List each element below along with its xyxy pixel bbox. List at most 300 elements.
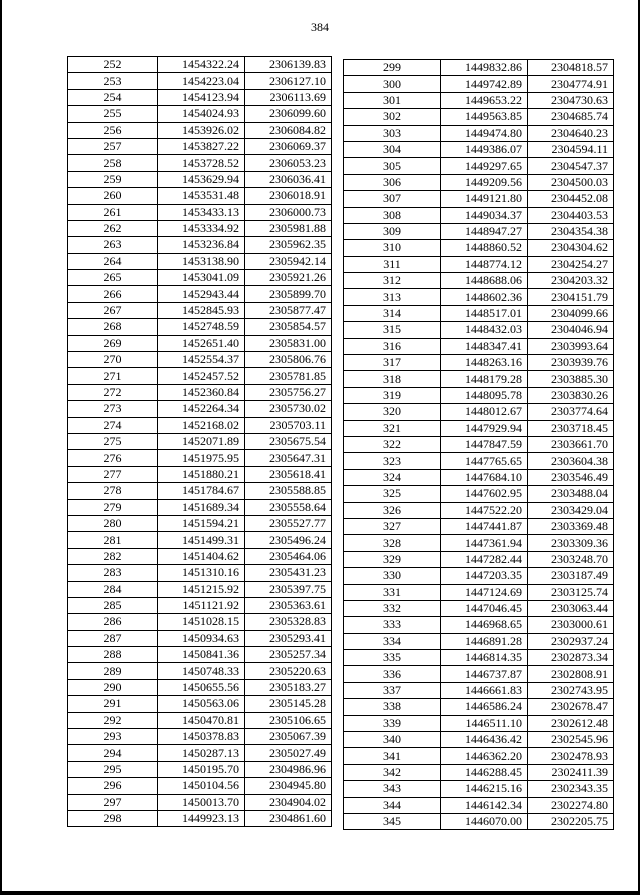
point-number: 308	[344, 207, 441, 223]
x-coordinate: 1453629.94	[158, 171, 245, 187]
point-number: 253	[68, 73, 158, 89]
point-number: 319	[344, 387, 441, 403]
table-row	[344, 453, 614, 469]
x-coordinate: 1454322.24	[158, 57, 245, 73]
point-number: 262	[68, 220, 158, 236]
x-coordinate: 1448095.78	[441, 387, 528, 403]
x-coordinate: 1454024.93	[158, 106, 245, 122]
table-row	[68, 597, 332, 613]
x-coordinate: 1446737.87	[441, 666, 528, 682]
y-coordinate: 2305831.00	[245, 335, 332, 351]
point-number: 307	[344, 191, 441, 207]
x-coordinate: 1448517.01	[441, 305, 528, 321]
y-coordinate: 2305106.65	[245, 712, 332, 728]
y-coordinate: 2305431.23	[245, 565, 332, 581]
table-row	[344, 469, 614, 485]
point-number: 340	[344, 732, 441, 748]
y-coordinate: 2303993.64	[528, 338, 614, 354]
x-coordinate: 1446814.35	[441, 650, 528, 666]
table-row	[344, 617, 614, 633]
table-row	[68, 532, 332, 548]
x-coordinate: 1450287.13	[158, 745, 245, 761]
y-coordinate: 2305363.61	[245, 597, 332, 613]
point-number: 292	[68, 712, 158, 728]
x-coordinate: 1450748.33	[158, 663, 245, 679]
y-coordinate: 2305145.28	[245, 696, 332, 712]
x-coordinate: 1449034.37	[441, 207, 528, 223]
table-row	[344, 60, 614, 76]
point-number: 331	[344, 584, 441, 600]
x-coordinate: 1448263.16	[441, 355, 528, 371]
table-row	[344, 682, 614, 698]
point-number: 324	[344, 469, 441, 485]
x-coordinate: 1449297.65	[441, 158, 528, 174]
table-row	[68, 794, 332, 810]
y-coordinate: 2304685.74	[528, 109, 614, 125]
point-number: 268	[68, 319, 158, 335]
point-number: 271	[68, 368, 158, 384]
y-coordinate: 2304403.53	[528, 207, 614, 223]
y-coordinate: 2303248.70	[528, 551, 614, 567]
point-number: 309	[344, 223, 441, 239]
y-coordinate: 2302343.35	[528, 781, 614, 797]
y-coordinate: 2306069.37	[245, 138, 332, 154]
point-number: 306	[344, 174, 441, 190]
point-number: 326	[344, 502, 441, 518]
y-coordinate: 2305618.41	[245, 466, 332, 482]
table-row	[344, 699, 614, 715]
point-number: 345	[344, 813, 441, 829]
y-coordinate: 2302937.24	[528, 633, 614, 649]
point-number: 254	[68, 89, 158, 105]
table-row	[68, 253, 332, 269]
y-coordinate: 2303125.74	[528, 584, 614, 600]
y-coordinate: 2304640.23	[528, 125, 614, 141]
table-row	[68, 679, 332, 695]
point-number: 317	[344, 355, 441, 371]
y-coordinate: 2304354.38	[528, 223, 614, 239]
point-number: 293	[68, 729, 158, 745]
y-coordinate: 2302478.93	[528, 748, 614, 764]
table-row	[344, 518, 614, 534]
point-number: 313	[344, 289, 441, 305]
y-coordinate: 2304547.37	[528, 158, 614, 174]
x-coordinate: 1449832.86	[441, 60, 528, 76]
scan-edge-bottom	[0, 891, 640, 895]
point-number: 300	[344, 76, 441, 92]
y-coordinate: 2304046.94	[528, 322, 614, 338]
y-coordinate: 2303604.38	[528, 453, 614, 469]
x-coordinate: 1453728.52	[158, 155, 245, 171]
y-coordinate: 2303885.30	[528, 371, 614, 387]
table-row	[344, 420, 614, 436]
y-coordinate: 2304151.79	[528, 289, 614, 305]
x-coordinate: 1454123.94	[158, 89, 245, 105]
page-number: 384	[311, 20, 329, 34]
y-coordinate: 2303661.70	[528, 436, 614, 452]
y-coordinate: 2306113.69	[245, 89, 332, 105]
point-number: 281	[68, 532, 158, 548]
y-coordinate: 2303000.61	[528, 617, 614, 633]
point-number: 285	[68, 597, 158, 613]
y-coordinate: 2302545.96	[528, 732, 614, 748]
table-row	[344, 535, 614, 551]
table-row	[68, 270, 332, 286]
point-number: 274	[68, 417, 158, 433]
x-coordinate: 1449742.89	[441, 76, 528, 92]
table-row	[68, 729, 332, 745]
point-number: 335	[344, 650, 441, 666]
x-coordinate: 1446661.83	[441, 682, 528, 698]
x-coordinate: 1453531.48	[158, 188, 245, 204]
table-row	[344, 273, 614, 289]
table-row	[344, 76, 614, 92]
x-coordinate: 1446891.28	[441, 633, 528, 649]
point-number: 258	[68, 155, 158, 171]
x-coordinate: 1454223.04	[158, 73, 245, 89]
point-number: 341	[344, 748, 441, 764]
table-row	[68, 548, 332, 564]
table-row	[68, 745, 332, 761]
point-number: 279	[68, 499, 158, 515]
point-number: 301	[344, 92, 441, 108]
table-row	[68, 614, 332, 630]
x-coordinate: 1450104.56	[158, 778, 245, 794]
point-number: 257	[68, 138, 158, 154]
y-coordinate: 2303369.48	[528, 518, 614, 534]
point-number: 270	[68, 352, 158, 368]
y-coordinate: 2305397.75	[245, 581, 332, 597]
x-coordinate: 1453138.90	[158, 253, 245, 269]
y-coordinate: 2306018.91	[245, 188, 332, 204]
point-number: 290	[68, 679, 158, 695]
table-row	[68, 515, 332, 531]
table-row	[344, 502, 614, 518]
x-coordinate: 1449386.07	[441, 141, 528, 157]
point-number: 342	[344, 764, 441, 780]
x-coordinate: 1451689.34	[158, 499, 245, 515]
x-coordinate: 1447684.10	[441, 469, 528, 485]
x-coordinate: 1453334.92	[158, 220, 245, 236]
point-number: 264	[68, 253, 158, 269]
point-number: 282	[68, 548, 158, 564]
table-row	[344, 666, 614, 682]
x-coordinate: 1448602.36	[441, 289, 528, 305]
x-coordinate: 1453041.09	[158, 270, 245, 286]
x-coordinate: 1453433.13	[158, 204, 245, 220]
table-row	[344, 322, 614, 338]
y-coordinate: 2305328.83	[245, 614, 332, 630]
point-number: 311	[344, 256, 441, 272]
table-row	[68, 483, 332, 499]
x-coordinate: 1451880.21	[158, 466, 245, 482]
x-coordinate: 1447441.87	[441, 518, 528, 534]
x-coordinate: 1452651.40	[158, 335, 245, 351]
x-coordinate: 1450841.36	[158, 647, 245, 663]
point-number: 286	[68, 614, 158, 630]
table-row	[68, 417, 332, 433]
y-coordinate: 2302274.80	[528, 797, 614, 813]
point-number: 330	[344, 568, 441, 584]
y-coordinate: 2305981.88	[245, 220, 332, 236]
table-row	[68, 204, 332, 220]
y-coordinate: 2306127.10	[245, 73, 332, 89]
point-number: 322	[344, 436, 441, 452]
table-row	[344, 305, 614, 321]
table-row	[68, 106, 332, 122]
point-number: 277	[68, 466, 158, 482]
x-coordinate: 1450013.70	[158, 794, 245, 810]
point-number: 284	[68, 581, 158, 597]
table-row	[344, 781, 614, 797]
y-coordinate: 2304254.27	[528, 256, 614, 272]
y-coordinate: 2305962.35	[245, 237, 332, 253]
x-coordinate: 1451215.92	[158, 581, 245, 597]
x-coordinate: 1447522.20	[441, 502, 528, 518]
x-coordinate: 1449121.80	[441, 191, 528, 207]
x-coordinate: 1446142.34	[441, 797, 528, 813]
table-row	[344, 355, 614, 371]
point-number: 328	[344, 535, 441, 551]
y-coordinate: 2304818.57	[528, 60, 614, 76]
x-coordinate: 1453926.02	[158, 122, 245, 138]
point-number: 320	[344, 404, 441, 420]
y-coordinate: 2304452.08	[528, 191, 614, 207]
x-coordinate: 1446586.24	[441, 699, 528, 715]
point-number: 338	[344, 699, 441, 715]
x-coordinate: 1450470.81	[158, 712, 245, 728]
y-coordinate: 2304861.60	[245, 810, 332, 826]
y-coordinate: 2305899.70	[245, 286, 332, 302]
y-coordinate: 2304099.66	[528, 305, 614, 321]
point-number: 298	[68, 810, 158, 826]
x-coordinate: 1452168.02	[158, 417, 245, 433]
y-coordinate: 2303309.36	[528, 535, 614, 551]
table-row	[344, 633, 614, 649]
table-row	[344, 338, 614, 354]
y-coordinate: 2305220.63	[245, 663, 332, 679]
y-coordinate: 2306139.83	[245, 57, 332, 73]
point-number: 255	[68, 106, 158, 122]
x-coordinate: 1450195.70	[158, 761, 245, 777]
table-row	[68, 810, 332, 826]
point-number: 275	[68, 433, 158, 449]
x-coordinate: 1453827.22	[158, 138, 245, 154]
y-coordinate: 2303718.45	[528, 420, 614, 436]
x-coordinate: 1446215.16	[441, 781, 528, 797]
point-number: 288	[68, 647, 158, 663]
point-number: 336	[344, 666, 441, 682]
table-row	[68, 565, 332, 581]
y-coordinate: 2302808.91	[528, 666, 614, 682]
y-coordinate: 2305257.34	[245, 647, 332, 663]
point-number: 314	[344, 305, 441, 321]
point-number: 263	[68, 237, 158, 253]
x-coordinate: 1446288.45	[441, 764, 528, 780]
point-number: 327	[344, 518, 441, 534]
x-coordinate: 1447124.69	[441, 584, 528, 600]
point-number: 261	[68, 204, 158, 220]
table-row	[68, 220, 332, 236]
x-coordinate: 1450934.63	[158, 630, 245, 646]
x-coordinate: 1450563.06	[158, 696, 245, 712]
x-coordinate: 1447282.44	[441, 551, 528, 567]
table-row	[68, 581, 332, 597]
point-number: 303	[344, 125, 441, 141]
x-coordinate: 1452748.59	[158, 319, 245, 335]
table-row	[344, 223, 614, 239]
point-number: 325	[344, 486, 441, 502]
table-row	[344, 240, 614, 256]
point-number: 339	[344, 715, 441, 731]
x-coordinate: 1452360.84	[158, 384, 245, 400]
x-coordinate: 1447203.35	[441, 568, 528, 584]
table-row	[68, 630, 332, 646]
point-number: 265	[68, 270, 158, 286]
y-coordinate: 2305588.85	[245, 483, 332, 499]
y-coordinate: 2302205.75	[528, 813, 614, 829]
table-row	[344, 158, 614, 174]
x-coordinate: 1449563.85	[441, 109, 528, 125]
table-row	[68, 171, 332, 187]
y-coordinate: 2302873.34	[528, 650, 614, 666]
table-row	[344, 568, 614, 584]
x-coordinate: 1451404.62	[158, 548, 245, 564]
x-coordinate: 1448012.67	[441, 404, 528, 420]
point-number: 266	[68, 286, 158, 302]
table-row	[68, 89, 332, 105]
y-coordinate: 2304594.11	[528, 141, 614, 157]
point-number: 259	[68, 171, 158, 187]
x-coordinate: 1447602.95	[441, 486, 528, 502]
x-coordinate: 1448688.06	[441, 273, 528, 289]
table-row	[344, 404, 614, 420]
point-number: 296	[68, 778, 158, 794]
y-coordinate: 2304945.80	[245, 778, 332, 794]
table-row	[68, 122, 332, 138]
y-coordinate: 2302411.39	[528, 764, 614, 780]
table-row	[68, 138, 332, 154]
table-row	[344, 715, 614, 731]
table-row	[344, 174, 614, 190]
table-row	[68, 155, 332, 171]
y-coordinate: 2303488.04	[528, 486, 614, 502]
table-row	[68, 57, 332, 73]
x-coordinate: 1451784.67	[158, 483, 245, 499]
x-coordinate: 1449923.13	[158, 810, 245, 826]
table-row	[68, 73, 332, 89]
x-coordinate: 1452071.89	[158, 433, 245, 449]
x-coordinate: 1447847.59	[441, 436, 528, 452]
table-row	[68, 466, 332, 482]
table-row	[68, 352, 332, 368]
x-coordinate: 1452943.44	[158, 286, 245, 302]
y-coordinate: 2305496.24	[245, 532, 332, 548]
table-row	[344, 289, 614, 305]
y-coordinate: 2305183.27	[245, 679, 332, 695]
y-coordinate: 2305756.27	[245, 384, 332, 400]
y-coordinate: 2302678.47	[528, 699, 614, 715]
point-number: 280	[68, 515, 158, 531]
table-row	[68, 401, 332, 417]
y-coordinate: 2306099.60	[245, 106, 332, 122]
x-coordinate: 1446436.42	[441, 732, 528, 748]
table-row	[344, 92, 614, 108]
point-number: 299	[344, 60, 441, 76]
x-coordinate: 1449653.22	[441, 92, 528, 108]
point-number: 310	[344, 240, 441, 256]
x-coordinate: 1447046.45	[441, 600, 528, 616]
x-coordinate: 1446511.10	[441, 715, 528, 731]
point-number: 304	[344, 141, 441, 157]
x-coordinate: 1452845.93	[158, 302, 245, 318]
point-number: 315	[344, 322, 441, 338]
point-number: 337	[344, 682, 441, 698]
y-coordinate: 2302612.48	[528, 715, 614, 731]
point-number: 316	[344, 338, 441, 354]
x-coordinate: 1451121.92	[158, 597, 245, 613]
x-coordinate: 1450378.83	[158, 729, 245, 745]
table-row	[344, 732, 614, 748]
y-coordinate: 2303830.26	[528, 387, 614, 403]
point-number: 276	[68, 450, 158, 466]
y-coordinate: 2303774.64	[528, 404, 614, 420]
y-coordinate: 2305558.64	[245, 499, 332, 515]
table-row	[68, 778, 332, 794]
x-coordinate: 1448947.27	[441, 223, 528, 239]
x-coordinate: 1449209.56	[441, 174, 528, 190]
point-number: 321	[344, 420, 441, 436]
x-coordinate: 1448432.03	[441, 322, 528, 338]
y-coordinate: 2305877.47	[245, 302, 332, 318]
point-number: 289	[68, 663, 158, 679]
table-row	[68, 368, 332, 384]
x-coordinate: 1451028.15	[158, 614, 245, 630]
table-row	[344, 141, 614, 157]
point-number: 260	[68, 188, 158, 204]
y-coordinate: 2305027.49	[245, 745, 332, 761]
x-coordinate: 1450655.56	[158, 679, 245, 695]
x-coordinate: 1448774.12	[441, 256, 528, 272]
table-row	[68, 237, 332, 253]
point-number: 283	[68, 565, 158, 581]
y-coordinate: 2305464.06	[245, 548, 332, 564]
point-number: 291	[68, 696, 158, 712]
y-coordinate: 2305647.31	[245, 450, 332, 466]
table-row	[68, 384, 332, 400]
table-row	[68, 433, 332, 449]
table-row	[344, 600, 614, 616]
y-coordinate: 2306036.41	[245, 171, 332, 187]
scan-edge-left	[0, 0, 2, 895]
y-coordinate: 2304986.96	[245, 761, 332, 777]
table-row	[344, 764, 614, 780]
x-coordinate: 1451594.21	[158, 515, 245, 531]
point-number: 294	[68, 745, 158, 761]
table-row	[68, 450, 332, 466]
y-coordinate: 2302743.95	[528, 682, 614, 698]
point-number: 287	[68, 630, 158, 646]
y-coordinate: 2303546.49	[528, 469, 614, 485]
table-row	[68, 188, 332, 204]
point-number: 267	[68, 302, 158, 318]
table-row	[68, 761, 332, 777]
x-coordinate: 1451975.95	[158, 450, 245, 466]
table-row	[68, 302, 332, 318]
y-coordinate: 2306000.73	[245, 204, 332, 220]
y-coordinate: 2303063.44	[528, 600, 614, 616]
table-row	[68, 647, 332, 663]
